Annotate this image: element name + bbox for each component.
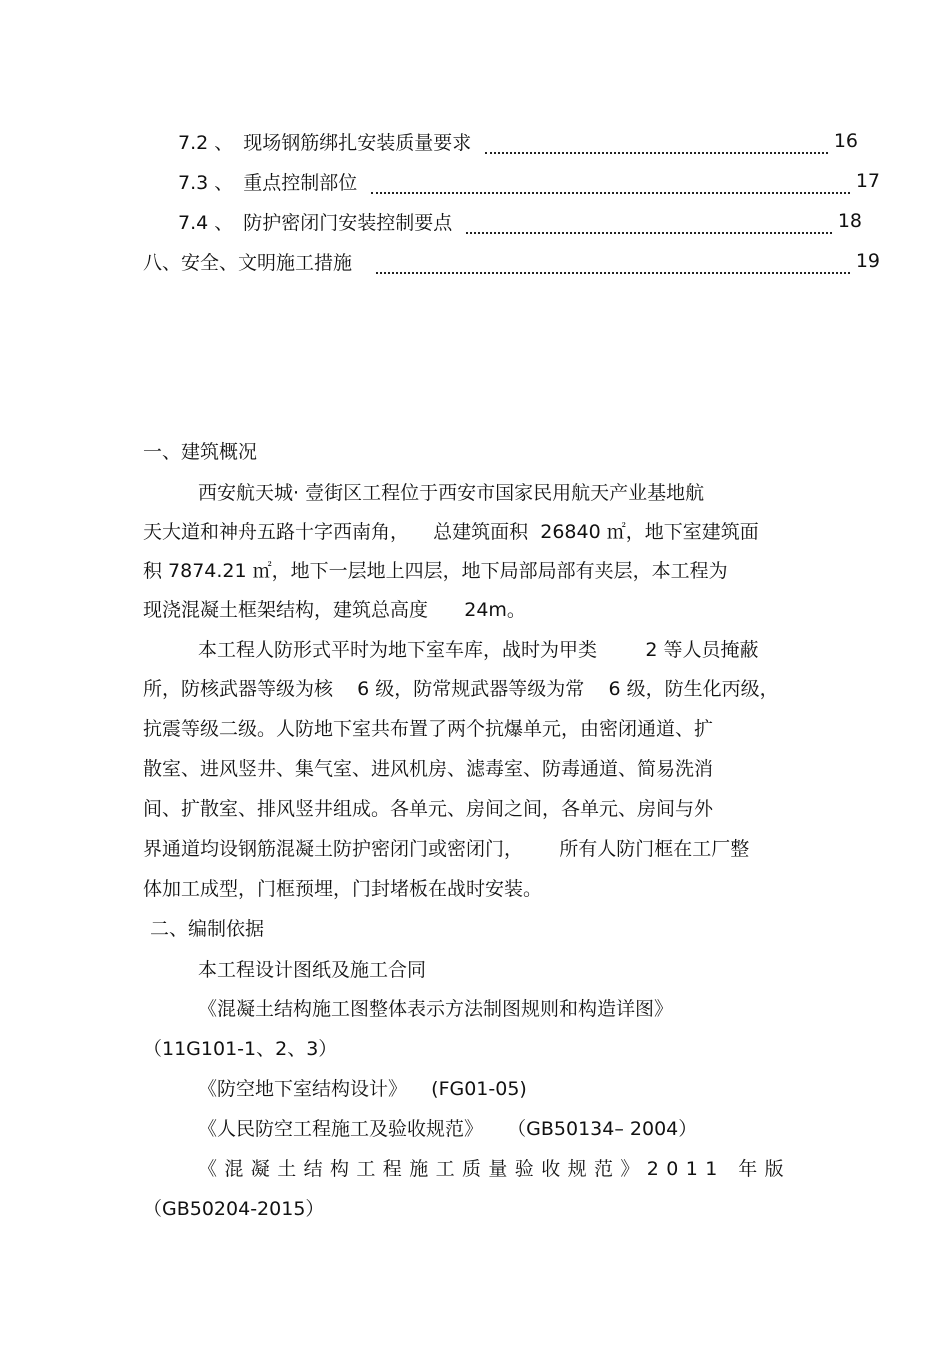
paragraph-line: 间、扩散室、排风竖井组成。各单元、房间之间，各单元、房间与外 xyxy=(143,798,714,820)
toc-leader-dots xyxy=(466,212,832,234)
toc-title: 现场钢筋绑扎安装质量要求 xyxy=(243,131,472,154)
toc-entry-7-3[interactable] xyxy=(178,166,880,196)
paragraph-line: 西安航天城· 壹街区工程位于西安市国家民用航天产业基地航 xyxy=(198,482,705,504)
toc-number: 7.4 、 xyxy=(178,211,234,234)
reference-line: （GB50204-2015） xyxy=(143,1198,325,1220)
paragraph-line: 抗震等级二级。人防地下室共布置了两个抗爆单元，由密闭通道、扩 xyxy=(143,718,714,740)
toc-title: 重点控制部位 xyxy=(243,171,358,194)
reference-line: 《混凝土结构工程施工质量验收规范》2011 年版 xyxy=(198,1158,791,1180)
reference-line: 《防空地下室结构设计》 (FG01-05) xyxy=(198,1078,527,1100)
toc-leader-dots xyxy=(376,252,850,274)
paragraph-line: 现浇混凝土框架结构，建筑总高度 24m。 xyxy=(143,599,526,621)
toc-page-number: 18 xyxy=(837,210,862,232)
toc-leader-dots xyxy=(485,132,828,154)
toc-title: 防护密闭门安装控制要点 xyxy=(243,211,453,234)
paragraph-line: 天大道和神舟五路十字西南角， 总建筑面积 26840 ㎡，地下室建筑面 xyxy=(143,521,759,543)
reference-line: 本工程设计图纸及施工合同 xyxy=(198,959,427,981)
paragraph-line: 积 7874.21 ㎡，地下一层地上四层，地下局部局部有夹层，本工程为 xyxy=(143,560,728,582)
toc-entry-section-8[interactable] xyxy=(143,246,880,276)
reference-line: 《人民防空工程施工及验收规范》 （GB50134– 2004） xyxy=(198,1118,698,1140)
toc-page-number: 19 xyxy=(855,250,880,272)
paragraph-line: 体加工成型，门框预埋，门封堵板在战时安装。 xyxy=(143,878,543,900)
paragraph-line: 散室、进风竖井、集气室、进风机房、滤毒室、防毒通道、简易洗消 xyxy=(143,758,714,780)
toc-number: 7.2 、 xyxy=(178,131,234,154)
toc-entry-7-4[interactable] xyxy=(178,206,862,236)
section-heading-basis: 二、编制依据 xyxy=(150,918,265,940)
toc-number: 7.3 、 xyxy=(178,171,234,194)
toc-entry-7-2[interactable] xyxy=(178,126,858,156)
paragraph-line: 本工程人防形式平时为地下室车库，战时为甲类 2 等人员掩蔽 xyxy=(198,639,759,661)
paragraph-line: 所，防核武器等级为核 6 级，防常规武器等级为常 6 级，防生化丙级， xyxy=(143,678,779,700)
section-heading-overview: 一、建筑概况 xyxy=(143,441,258,463)
toc-page-number: 17 xyxy=(855,170,880,192)
toc-page-number: 16 xyxy=(833,130,858,152)
reference-line: （11G101-1、2、3） xyxy=(143,1038,338,1060)
toc-title: 八、安全、文明施工措施 xyxy=(143,251,353,274)
toc-leader-dots xyxy=(371,172,850,194)
paragraph-line: 界通道均设钢筋混凝土防护密闭门或密闭门， 所有人防门框在工厂整 xyxy=(143,838,750,860)
reference-line: 《混凝土结构施工图整体表示方法制图规则和构造详图》 xyxy=(198,998,674,1020)
